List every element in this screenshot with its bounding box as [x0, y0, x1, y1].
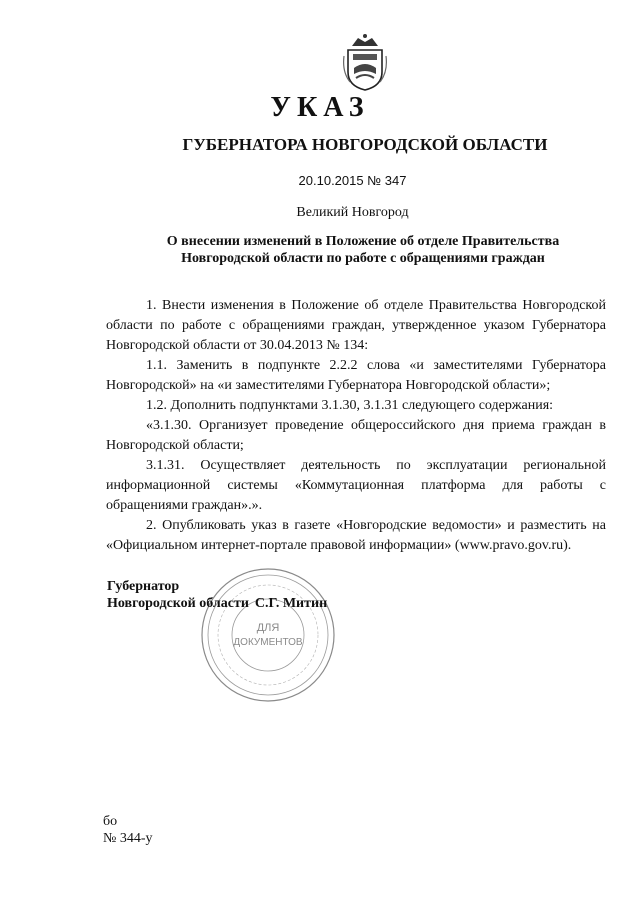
city: Великий Новгород [296, 205, 409, 220]
heading-line-2: Новгородской области по работе с обращениями граждан [181, 251, 545, 266]
paragraph-1: 1. Внести изменения в Положение об отделе Правительства Новгородской области по работе с обращениями граждан, утвержденное указом Губернатора Новгородской области от 30.04.2013 № 134: [106, 298, 606, 353]
footer-reg-number: № 344-у [103, 831, 153, 846]
footer-block [103, 813, 153, 847]
stamp-text-2: ДОКУМЕНТОВ [233, 637, 303, 648]
signature-position: Губернатор [107, 579, 180, 594]
footer-initials: бо [103, 814, 118, 829]
signature-region: Новгородской области [107, 596, 249, 611]
date-number: 20.10.2015 № 347 [298, 173, 407, 188]
coat-of-arms-emblem [340, 32, 390, 92]
paragraph-2: 2. Опубликовать указ в газете «Новгородские ведомости» и разместить на «Официальном интернет-портале правовой информации» (www.pravo.gov.ru). [106, 518, 606, 553]
paragraph-3-1-31: 3.1.31. Осуществляет деятельность по эксплуатации региональной информационной системы «Коммутационная платформа для работы с обращениями граждан».». [106, 458, 606, 513]
signature-block [107, 578, 327, 612]
signatory-name: С.Г. Митин [254, 596, 328, 611]
paragraph-1-2: 1.2. Дополнить подпунктами 3.1.30, 3.1.31 следующего содержания: [146, 398, 554, 413]
stamp-text-1: ДЛЯ [256, 622, 280, 634]
document-subtitle: ГУБЕРНАТОРА НОВГОРОДСКОЙ ОБЛАСТИ [182, 135, 548, 154]
paragraph-1-1: 1.1. Заменить в подпункте 2.2.2 слова «и заместителями Губернатора Новгородской» на «и заместителями Губернатора Новгородской области»; [106, 358, 606, 393]
heading-line-1: О внесении изменений в Положение об отделе Правительства [166, 234, 560, 249]
paragraph-3-1-30: «3.1.30. Организует проведение общероссийского дня приема граждан в Новгородской области; [106, 418, 606, 453]
document-title: УКАЗ [270, 92, 370, 123]
decree-heading [148, 233, 578, 267]
signature-region-line [107, 595, 327, 612]
decree-body [106, 296, 606, 556]
